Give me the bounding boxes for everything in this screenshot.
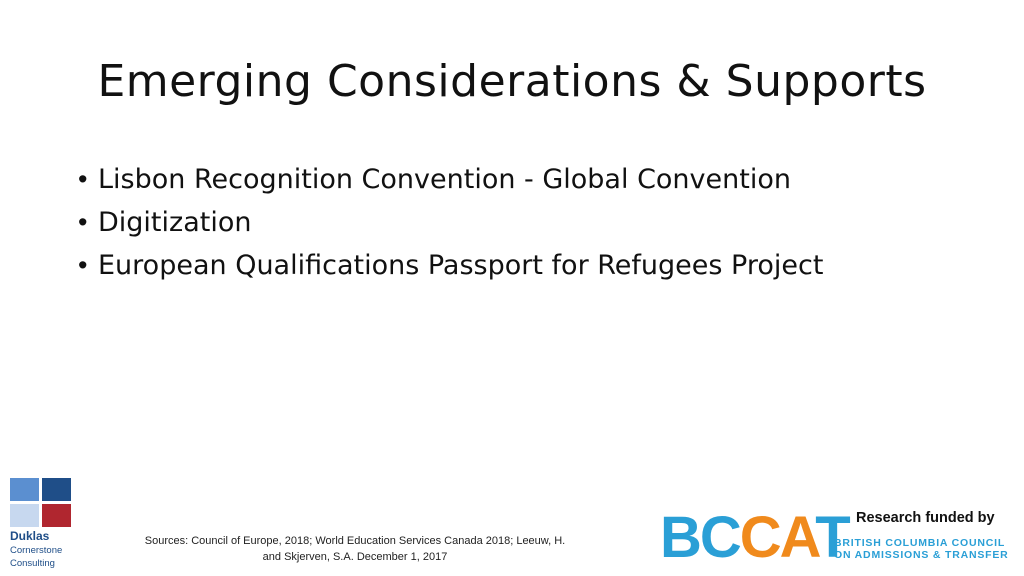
- bccat-mark-a: A: [779, 505, 816, 570]
- bullet-list: [78, 158, 823, 287]
- bullet-item: [78, 244, 823, 287]
- duklas-squares-icon: [10, 478, 72, 527]
- duklas-name: Duklas: [10, 529, 50, 543]
- bccat-mark-t: T: [815, 505, 849, 570]
- bullet-glyph: •: [78, 250, 88, 280]
- bullet-text: Digitization: [98, 207, 252, 238]
- bccat-line2: ON ADMISSIONS & TRANSFER: [834, 549, 1009, 561]
- bullet-item: [78, 201, 823, 244]
- bccat-mark-bc: BC: [660, 505, 740, 570]
- duklas-sub-line2: Consulting: [10, 557, 55, 569]
- bullet-item: [78, 158, 823, 201]
- duklas-logo: [10, 478, 90, 574]
- bccat-line1: BRITISH COLUMBIA COUNCIL: [834, 537, 1006, 549]
- slide-title: Emerging Considerations & Supports: [97, 56, 927, 107]
- funded-by-label: Research funded by: [856, 510, 995, 526]
- duklas-sub-line1: Cornerstone: [10, 545, 63, 556]
- sources-line1: Sources: Council of Europe, 2018; World Education Services Canada 2018; Leeuw, H.: [144, 535, 566, 547]
- logo-square: [42, 504, 71, 527]
- sources-line2: and Skjerven, S.A. December 1, 2017: [262, 551, 448, 563]
- logo-square: [42, 478, 71, 501]
- sources-note: [130, 533, 580, 565]
- logo-square: [10, 478, 39, 501]
- bccat-logo: [660, 505, 1018, 570]
- bullet-glyph: •: [78, 207, 88, 237]
- bccat-mark-c: C: [739, 505, 780, 570]
- bccat-tagline: [834, 537, 1009, 561]
- bullet-text: Lisbon Recognition Convention - Global Convention: [98, 164, 791, 195]
- bccat-wordmark: [660, 505, 849, 570]
- bullet-text: European Qualifications Passport for Refugees Project: [98, 250, 824, 281]
- duklas-subtitle: [10, 545, 62, 570]
- bullet-glyph: •: [78, 164, 88, 194]
- logo-square: [10, 504, 39, 527]
